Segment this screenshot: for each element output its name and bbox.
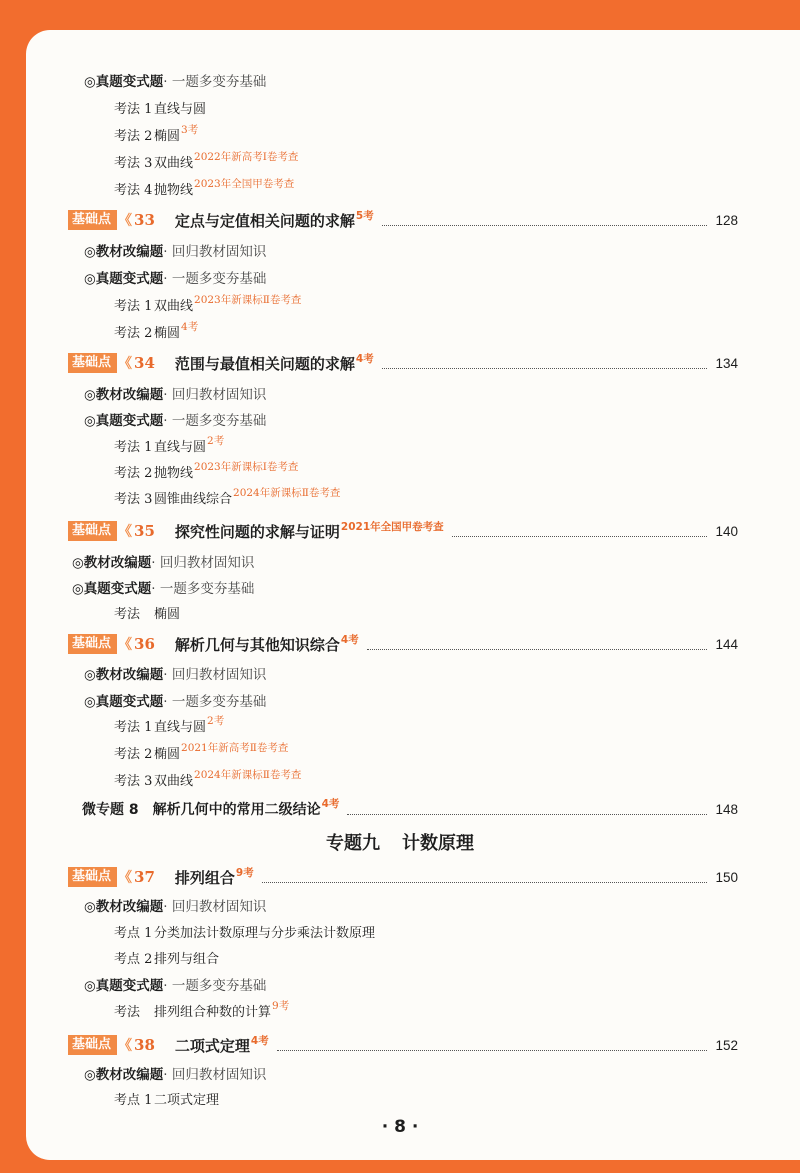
section-badge: 基础点 《 35 [68,521,155,541]
section-heading-36[interactable] [68,633,738,655]
toc-item[interactable]: 考法 2 椭圆$^{3考}$ [114,124,199,144]
section-badge: 基础点 《 37 [68,867,155,887]
jiaocai-label: ◎教材改编题· 回归教材固知识 [84,667,267,683]
section-heading-35[interactable] [68,520,738,542]
zhenti-label: ◎真题变式题· 一题多变夯基础 [72,581,255,597]
toc-item[interactable]: 考法 3 双曲线$^{2024年新课标Ⅱ卷考查}$ [114,769,302,789]
section-badge: 基础点 《 33 [68,210,155,230]
zhenti-label: ◎真题变式题· 一题多变夯基础 [84,694,267,710]
toc-item[interactable]: 考法 3 双曲线$^{2022年新高考Ⅰ卷考查}$ [114,151,299,171]
jiaocai-label: ◎教材改编题· 回归教材固知识 [84,1067,267,1083]
dot-leader [262,872,708,883]
chapter-title: 专题九 计数原理 [326,833,474,854]
page-ref: 144 [715,636,738,652]
toc-item[interactable]: 考法 排列组合种数的计算$^{9考}$ [114,1000,290,1020]
jiaocai-label: ◎教材改编题· 回归教材固知识 [72,555,255,571]
page-ref: 134 [715,355,738,371]
section-title: 排列组合$^{9考}$ [174,866,254,887]
toc-item[interactable]: 考点 1 二项式定理 [114,1093,220,1108]
zhenti-label: ◎真题变式题· 一题多变夯基础 [84,74,267,90]
section-heading-38[interactable] [68,1034,738,1056]
section-title: 二项式定理$^{4考}$ [174,1034,269,1055]
section-heading-37[interactable] [68,866,738,888]
zhenti-label: ◎真题变式题· 一题多变夯基础 [84,271,267,287]
section-heading-34[interactable] [68,352,738,374]
toc-item[interactable]: 考法 2 抛物线$^{2023年新课标Ⅰ卷考查}$ [114,461,299,481]
section-heading-33[interactable] [68,209,738,231]
dot-leader [382,215,708,226]
section-badge: 基础点 《 38 [68,1035,155,1055]
toc-item[interactable]: 考法 1 直线与圆$^{2考}$ [114,715,225,735]
toc-item[interactable]: 考点 1 分类加法计数原理与分步乘法计数原理 [114,926,376,941]
toc-item[interactable]: 考点 2 排列与组合 [114,952,220,967]
section-title: 解析几何与其他知识综合$^{4考}$ [174,633,359,654]
dot-leader [347,804,707,815]
toc-item[interactable]: 考法 1 直线与圆$^{2考}$ [114,435,225,455]
section-badge: 基础点 《 36 [68,634,155,654]
toc-item[interactable]: 考法 4 抛物线$^{2023年全国甲卷考查}$ [114,178,295,198]
toc-item[interactable]: 考法 3 圆锥曲线综合$^{2024年新课标Ⅱ卷考查}$ [114,487,341,507]
zhenti-label: ◎真题变式题· 一题多变夯基础 [84,413,267,429]
jiaocai-label: ◎教材改编题· 回归教材固知识 [84,899,267,915]
page-ref: 128 [715,212,738,228]
jiaocai-label: ◎教材改编题· 回归教材固知识 [84,244,267,260]
toc-item[interactable]: 考法 1 直线与圆 [114,102,207,117]
page-ref: 150 [715,869,738,885]
toc-item[interactable]: 考法 2 椭圆$^{4考}$ [114,321,199,341]
page-ref: 148 [715,801,738,817]
zhenti-label: ◎真题变式题· 一题多变夯基础 [84,978,267,994]
toc-item[interactable]: 考法 椭圆 [114,607,181,622]
micro-topic-label: 微专题 8 [82,802,139,818]
page-number: · 8 · [381,1117,419,1137]
section-title: 探究性问题的求解与证明$^{2021年全国甲卷考查}$ [174,520,444,541]
dot-leader [277,1040,708,1051]
jiaocai-label: ◎教材改编题· 回归教材固知识 [84,387,267,403]
micro-topic-heading[interactable] [82,798,738,820]
dot-leader [452,526,708,537]
page-ref: 152 [715,1037,738,1053]
dot-leader [382,358,708,369]
section-title: 范围与最值相关问题的求解$^{4考}$ [174,352,374,373]
section-badge: 基础点 《 34 [68,353,155,373]
section-title: 定点与定值相关问题的求解$^{5考}$ [174,209,374,230]
micro-topic-title: 解析几何中的常用二级结论$^{4考}$ [152,798,340,818]
page-ref: 140 [715,523,738,539]
toc-item[interactable]: 考法 1 双曲线$^{2023年新课标Ⅱ卷考查}$ [114,294,302,314]
toc-item[interactable]: 考法 2 椭圆$^{2021年新高考Ⅱ卷考查}$ [114,742,289,762]
dot-leader [367,639,708,650]
